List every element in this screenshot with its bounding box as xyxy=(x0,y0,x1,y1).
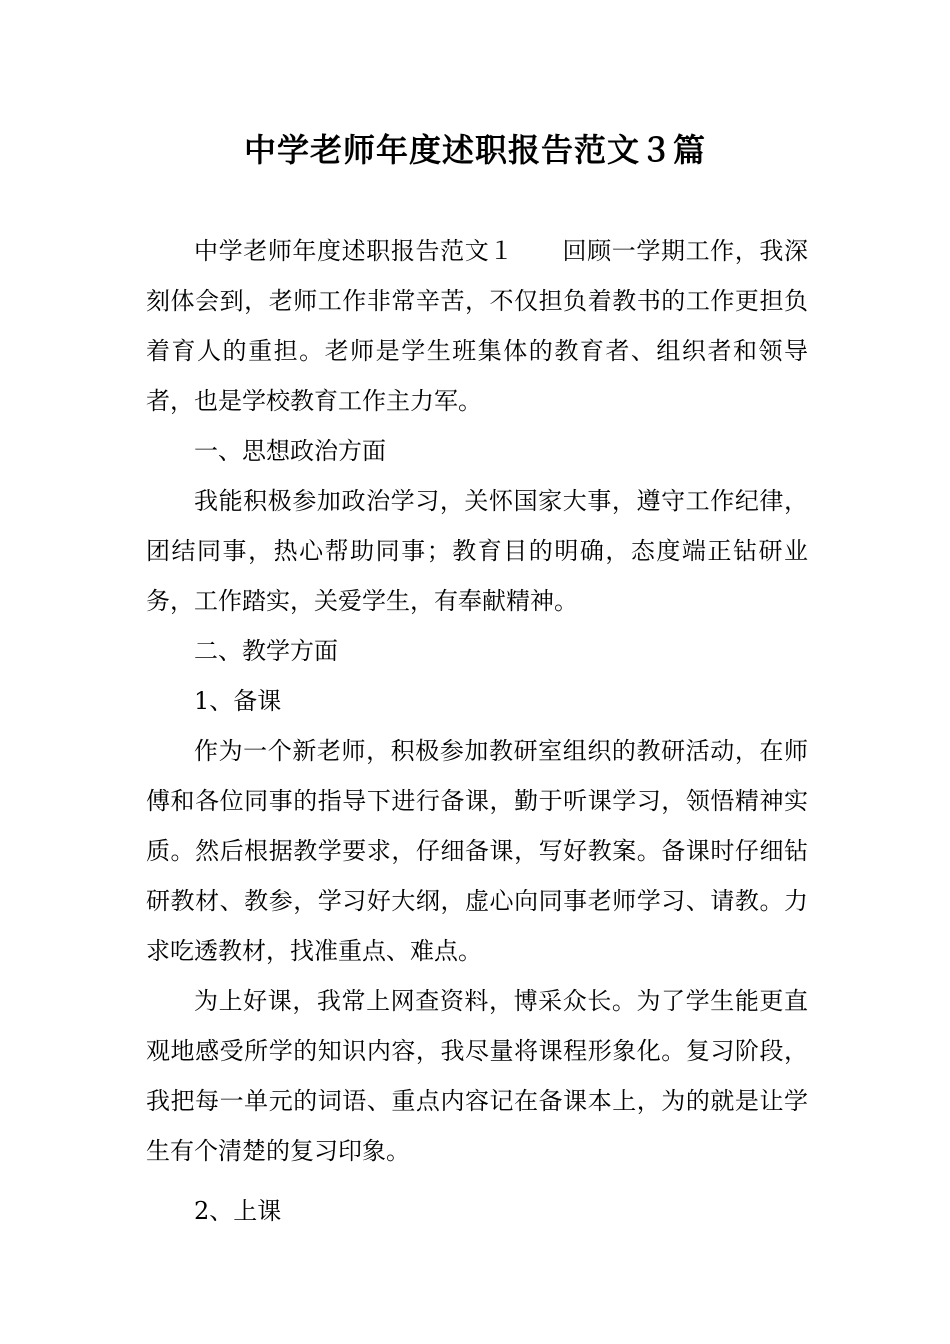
document-body xyxy=(146,226,808,1236)
paragraph-lesson-prep-2: 为上好课，我常上网查资料，博采众长。为了学生能更直观地感受所学的知识内容，我尽量将课程形象化。复习阶段，我把每一单元的词语、重点内容记在备课本上，为的就是让学生有个清楚的复习印象。 xyxy=(146,987,808,1165)
document-title: 中学老师年度述职报告范文３篇 xyxy=(243,131,706,169)
section-heading-politics: 一、思想政治方面 xyxy=(194,437,386,465)
intro-rest: 回顾一学期工作，我深刻体会到，老师工作非常辛苦，不仅担负着教书的工作更担负着育人的重担。老师是学生班集体的教育者、组织者和领导者，也是学校教育工作主力军。 xyxy=(146,237,809,415)
subheading-class-teaching: 2、上课 xyxy=(194,1197,282,1225)
intro-paragraph xyxy=(146,226,808,426)
paragraph-politics: 我能积极参加政治学习，关怀国家大事，遵守工作纪律，团结同事，热心帮助同事；教育目的明确，态度端正钻研业务，工作踏实，关爱学生，有奉献精神。 xyxy=(146,487,808,615)
paragraph-lesson-prep-1: 作为一个新老师，积极参加教研室组织的教研活动，在师傅和各位同事的指导下进行备课，勤于听课学习，领悟精神实质。然后根据教学要求，仔细备课，写好教案。备课时仔细钻研教材、教参，学习好大纲，虚心向同事老师学习、请教。力求吃透教材，找准重点、难点。 xyxy=(146,737,808,965)
subheading-lesson-prep: 1、备课 xyxy=(194,687,282,715)
intro-lead: 中学老师年度述职报告范文１ xyxy=(194,237,514,265)
section-heading-teaching: 二、教学方面 xyxy=(194,637,338,665)
